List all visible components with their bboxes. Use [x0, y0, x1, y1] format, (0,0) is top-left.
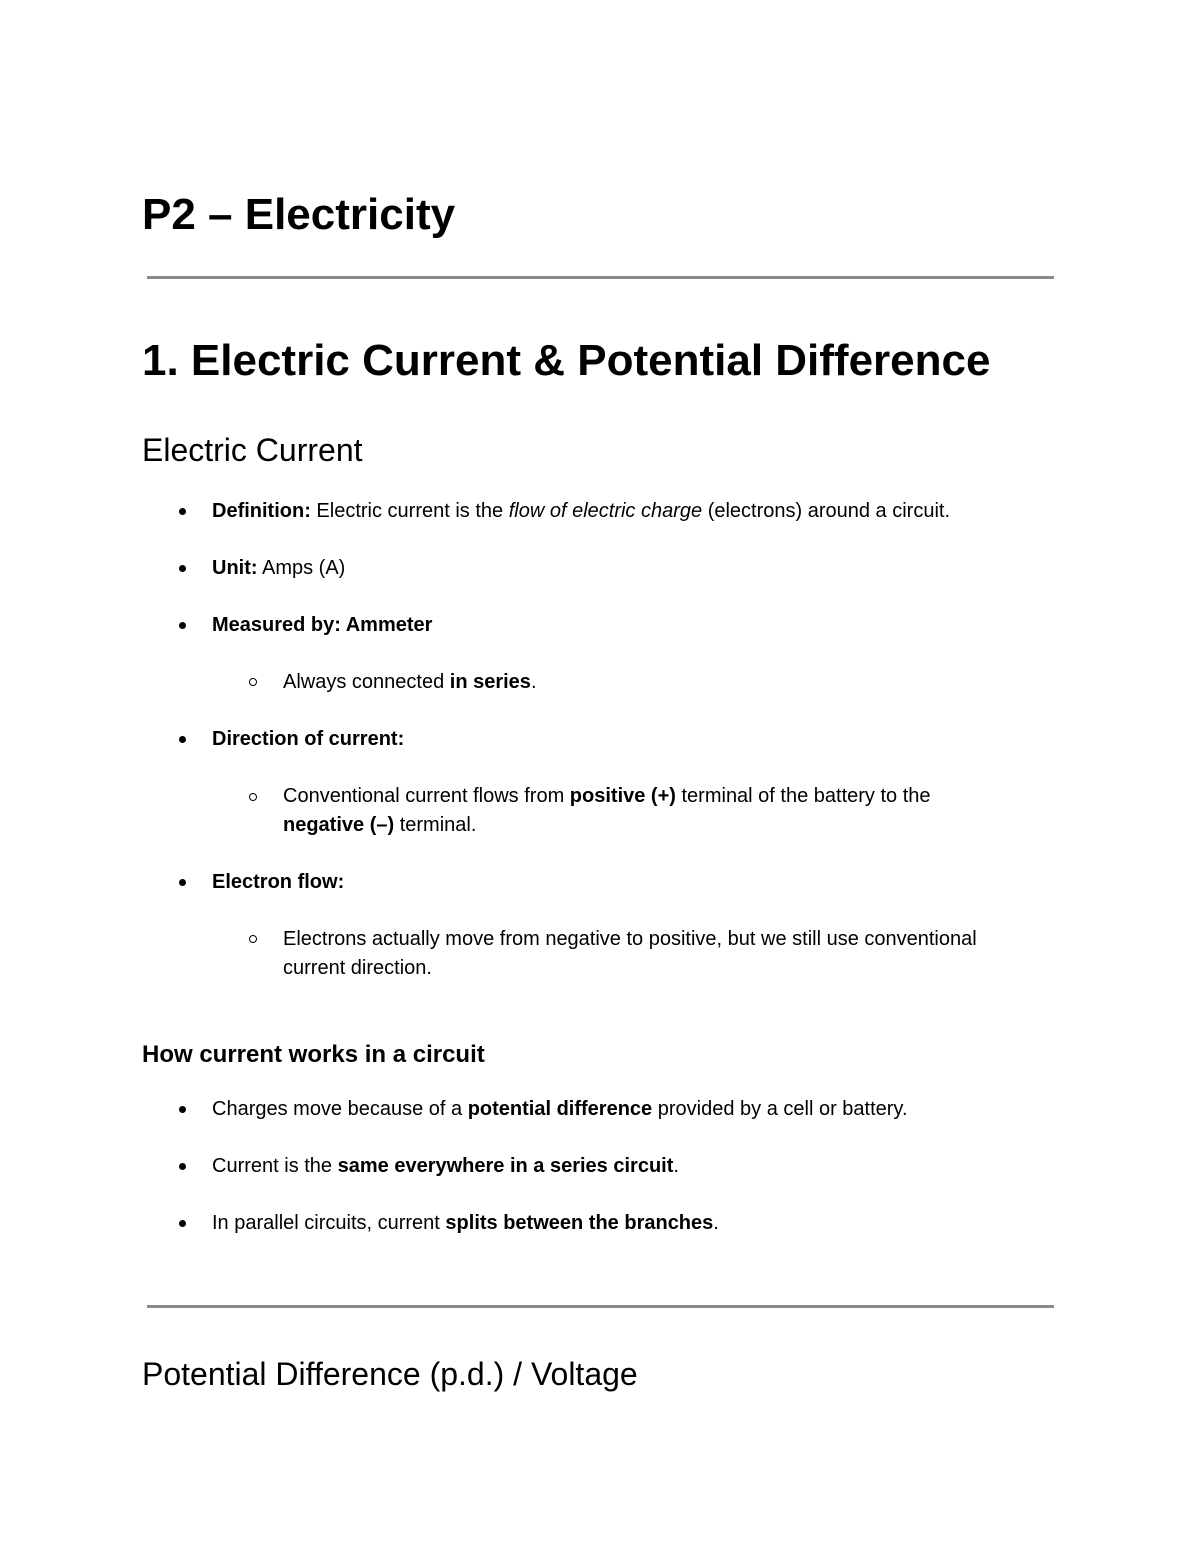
bullet-icon	[179, 508, 186, 515]
text: Current is the	[212, 1155, 338, 1177]
label: Electron flow:	[212, 871, 345, 893]
text: Charges move because of a	[212, 1098, 468, 1120]
sub-list-item: Electrons actually move from negative to positive, but we still use conventional	[283, 928, 977, 950]
bold-text: splits between the branches	[445, 1212, 714, 1234]
bullet-icon	[179, 565, 186, 572]
bullet-icon	[179, 879, 186, 886]
bullet-icon	[179, 622, 186, 629]
text: (electrons) around a circuit.	[702, 500, 951, 522]
bold-text: same everywhere in a series circuit	[337, 1155, 674, 1177]
list-item-direction	[212, 725, 404, 754]
label: Direction of current:	[212, 728, 405, 750]
sub-list-item	[283, 668, 537, 697]
text: terminal.	[394, 814, 477, 836]
label: Unit:	[212, 557, 258, 579]
sub-list-item-continuation: current direction.	[283, 957, 432, 979]
section-heading: 1. Electric Current & Potential Difference	[142, 336, 991, 385]
sub-list-item	[283, 782, 931, 811]
list-item-measured-by	[212, 611, 432, 640]
text: Electric current is the	[310, 500, 509, 522]
bullet-icon	[179, 736, 186, 743]
subsection-heading: Potential Difference (p.d.) / Voltage	[142, 1356, 638, 1392]
list-item-electron-flow	[212, 868, 344, 897]
text: Always connected	[283, 671, 450, 693]
horizontal-divider	[147, 276, 1054, 279]
text: .	[530, 671, 537, 693]
text: terminal of the battery to the	[675, 785, 931, 807]
sub-list-item-continuation	[283, 811, 476, 840]
text: Conventional current flows from	[283, 785, 570, 807]
document-title: P2 – Electricity	[142, 190, 456, 239]
bullet-icon	[179, 1163, 186, 1170]
text: .	[713, 1212, 719, 1234]
bullet-icon	[179, 1220, 186, 1227]
text: .	[673, 1155, 679, 1177]
bold-text: potential difference	[467, 1098, 653, 1120]
subsection-heading: Electric Current	[142, 432, 363, 468]
list-item	[212, 1152, 679, 1181]
hollow-bullet-icon	[249, 793, 257, 801]
bullet-icon	[179, 1106, 186, 1113]
bold-text: negative (–)	[283, 814, 395, 836]
hollow-bullet-icon	[249, 935, 257, 943]
text: provided by a cell or battery.	[652, 1098, 908, 1120]
text: Amps (A)	[257, 557, 346, 579]
label: Definition:	[212, 500, 311, 522]
list-item	[212, 1209, 719, 1238]
bold-text: in series	[449, 671, 531, 693]
list-item-definition	[212, 497, 950, 526]
bold-text: positive (+)	[569, 785, 676, 807]
label: Measured by: Ammeter	[212, 614, 433, 636]
text: In parallel circuits, current	[212, 1212, 446, 1234]
list-item-unit	[212, 554, 345, 583]
emphasis: flow of electric charge	[508, 500, 703, 522]
hollow-bullet-icon	[249, 678, 257, 686]
horizontal-divider	[147, 1305, 1054, 1308]
list-item	[212, 1095, 908, 1124]
subsection-heading: How current works in a circuit	[142, 1041, 485, 1068]
